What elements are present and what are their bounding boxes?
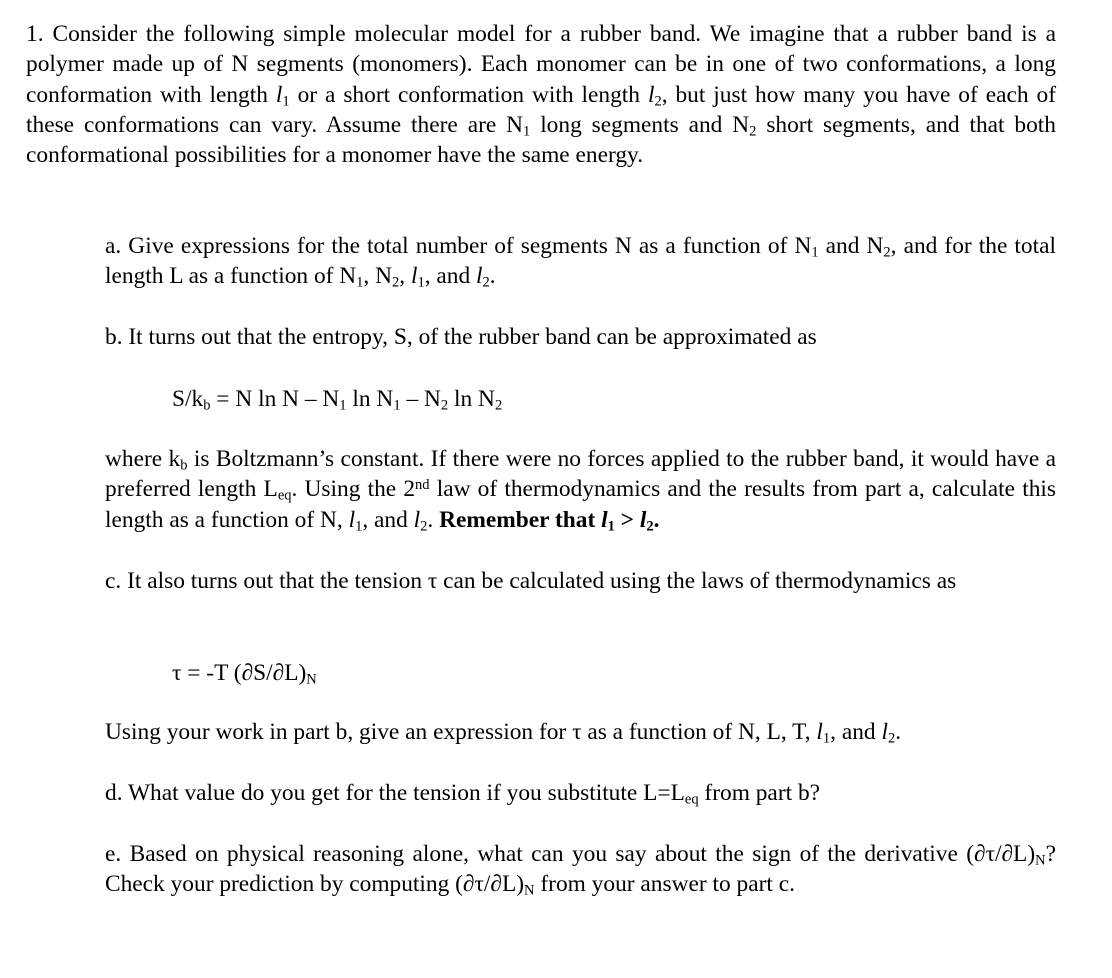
- tension-equation: τ = -T $(\partial S/\partial L)_N$: [172, 660, 317, 688]
- part-b-where: where $k_b$ is Boltzmann’s constant. If there were no forces applied to the rubber band, it would have a preferred length $L_{eq}$. Using the 2nd law of thermodynamics and the results from part a, calculate this length as a function of N, $l_1$, and $l_2$. Remember that $l_1 > l_2$.: [105, 446, 1057, 535]
- part-e: e. Based on physical reasoning alone, what can you say about the sign of the derivative $(\partial\tau/\partial L)_N$? Check your prediction by computing $(\partial\tau/\partial L)_N$ from your answer to part c.: [105, 841, 1056, 899]
- part-c-lead: c. It also turns out that the tension τ can be calculated using the laws of thermodynamics as: [105, 568, 957, 594]
- part-c-using: Using your work in part b, give an expression for τ as a function of N, L, T, $l_1$, and $l_2$.: [105, 719, 902, 747]
- part-b-lead: b. It turns out that the entropy, S, of the rubber band can be approximated as: [105, 324, 817, 350]
- problem-intro: 1. Consider the following simple molecular model for a rubber band. We imagine that a rubber band is a polymer made up of N segments (monomers). Each monomer can be in one of two conformations, a long conformation with length $l_1$ or a short conformation with length $l_2$, but just how many you have of each of these conformations can vary. Assume there are $N_1$ long segments and $N_2$ short segments, and that both conformational possibilities for a monomer have the same energy.: [26, 21, 1056, 169]
- remember-note: Remember that $l_1 > l_2$.: [439, 506, 660, 535]
- entropy-equation: $S/k_b = N$ ln N – $N_1$ $\ln N_1 - N_2$ $\ln N_2$: [172, 386, 503, 414]
- part-d: d. What value do you get for the tension if you substitute $L=L_{eq}$ from part b?: [105, 780, 821, 808]
- part-a: a. Give expressions for the total number of segments N as a function of $N_1$ and $N_2$, and for the total length L as a function of $N_1$, $N_2$, $l_1$, and $l_2$.: [105, 233, 1056, 291]
